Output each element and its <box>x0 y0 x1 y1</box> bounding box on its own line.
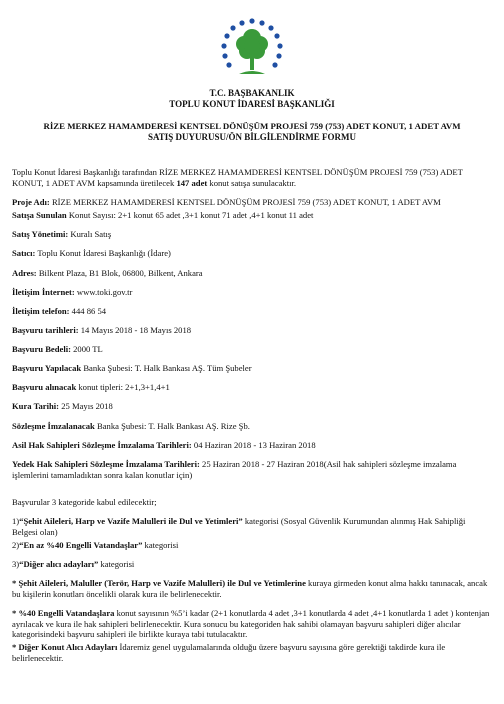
field-row: Kura Tarihi: 25 Mayıs 2018 <box>12 401 113 412</box>
field-row: Başvuru tarihleri: 14 Mayıs 2018 - 18 Mayıs 2018 <box>12 324 192 335</box>
categories-intro: Başvurular 3 kategoride kabul edilecektir; <box>12 496 157 507</box>
document-body <box>12 167 492 672</box>
field-row: Satışa Sunulan Konut Sayısı: 2+1 konut 65 adet ,3+1 konut 71 adet ,4+1 konut 11 adet <box>12 210 314 221</box>
category-1: 1)“Şehit Aileleri, Harp ve Vazife Malulleri ile Dul ve Yetimleri” kategorisi (Sosyal Güvenlik Kurumundan alınmış Hak Sahipliği Belgesi olan) <box>12 515 466 537</box>
field-row: Başvuru Yapılacak Banka Şubesi: T. Halk Bankası AŞ. Tüm Şubeler <box>12 363 252 374</box>
document-header <box>20 88 484 143</box>
category-2: 2)“En az %40 Engelli Vatandaşlar” kategorisi <box>12 539 179 550</box>
field-row: Asil Hak Sahipleri Sözleşme İmzalama Tarihleri: 04 Haziran 2018 - 13 Haziran 2018 <box>12 439 316 450</box>
form-title: SATIŞ DUYURUSU/ÖN BİLGİLENDİRME FORMU <box>147 131 357 142</box>
org-line-1: T.C. BAŞBAKANLIK <box>209 88 295 98</box>
field-row: Adres: Bilkent Plaza, B1 Blok, 06800, Bilkent, Ankara <box>12 267 203 278</box>
note-other-buyers: * Diğer Konut Alıcı Adayları İdaremiz genel uygulamalarında olduğu üzere başvuru sayısına göre gerektiği takdirde kura ile belirlenecektir. <box>12 641 446 663</box>
field-row: Satış Yönetimi: Kuralı Satış <box>12 229 112 240</box>
tree-logo-icon <box>217 16 287 80</box>
org-line-2: TOPLU KONUT İDARESİ BAŞKANLIĞI <box>169 99 335 110</box>
toki-logo <box>0 16 504 83</box>
field-row: Yedek Hak Sahipleri Sözleşme İmzalama Tarihleri: 25 Haziran 2018 - 27 Haziran 2018(Asil hak sahipleri sözleşme imzalama işlemlerini tamamladıktan sonra kalan konutlar için) <box>12 458 457 480</box>
field-row: Başvuru alınacak konut tipleri: 2+1,3+1,4+1 <box>12 382 170 393</box>
field-list <box>12 197 492 480</box>
field-row: Başvuru Bedeli: 2000 TL <box>12 344 103 355</box>
note-martyrs: * Şehit Aileleri, Maluller (Terör, Harp ve Vazife Malulleri) ile Dul ve Yetimlerine kuraya girmeden konut alma hakkı tanınacak, ancak bu kişilerin konutları öncelikli olarak kura ile belirlenecektir. <box>12 577 488 599</box>
intro-paragraph: Toplu Konut İdaresi Başkanlığı tarafından RİZE MERKEZ HAMAMDERESİ KENTSEL DÖNÜŞÜM PROJESİ 759 (753) ADET KONUT, 1 ADET AVM kapsamında üretilecek 147 adet konut satışa sunulacaktır. <box>12 167 463 188</box>
field-row: Proje Adı: RİZE MERKEZ HAMAMDERESİ KENTSEL DÖNÜŞÜM PROJESİ 759 (753) ADET KONUT, 1 ADET AVM <box>12 197 441 208</box>
project-title: RİZE MERKEZ HAMAMDERESİ KENTSEL DÖNÜŞÜM PROJESİ 759 (753) ADET KONUT, 1 ADET AVM <box>43 120 461 131</box>
field-row: İletişim İnternet: www.toki.gov.tr <box>12 286 133 297</box>
categories-section <box>12 497 492 570</box>
notes-section <box>12 578 492 664</box>
note-disabled: * %40 Engelli Vatandaşlara konut sayısının %5’i kadar (2+1 konutlarda 4 adet ,3+1 konutlarda 4 adet ,4+1 konutlarda 1 adet ) kontenjan ayrılacak ve kura ile hak sahipleri belirlenecektir. Kura sonucu bu kategoriden hak sahibi olamayan başvuru sahipleri diğer alıcılar kategorisindeki başvuru sahipleri ile birlikte kuraya tabi tutulacaktır. <box>12 607 490 640</box>
field-row: Satıcı: Toplu Konut İdaresi Başkanlığı (İdare) <box>12 248 171 259</box>
category-3: 3)“Diğer alıcı adayları” kategorisi <box>12 558 135 569</box>
field-row: Sözleşme İmzalanacak Banka Şubesi: T. Halk Bankası AŞ. Rize Şb. <box>12 420 250 431</box>
field-row: İletişim telefon: 444 86 54 <box>12 305 107 316</box>
